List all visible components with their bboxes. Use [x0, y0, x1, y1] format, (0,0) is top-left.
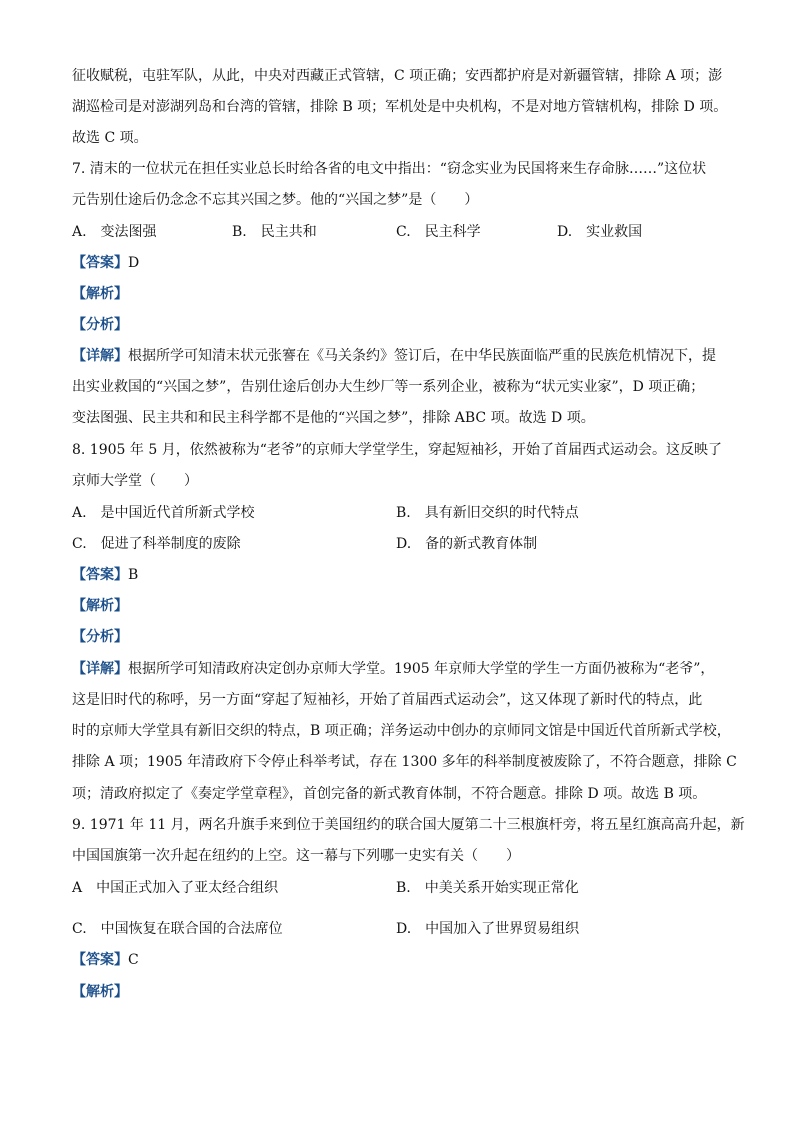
- option-a: A. 变法图强: [72, 224, 157, 240]
- analysis-tag: [72, 596, 128, 616]
- text-line: 故选 C 项。: [72, 130, 148, 146]
- option-c: C. 民主科学: [396, 224, 481, 240]
- text-line: 征收赋税，屯驻军队，从此，中央对西藏正式管辖，C 项正确；安西都护府是对新疆管辖，排除 A 项；澎: [72, 68, 723, 84]
- detail-line: [72, 346, 716, 366]
- jiexi-tag: 【解析】: [72, 286, 128, 302]
- detail-text: 时的京师大学堂具有新旧交织的特点，B 项正确；洋务运动中创办的京师同文馆是中国近代首所新式学校，: [72, 723, 731, 739]
- analysis-tag: [72, 982, 128, 1002]
- text-line: 湖巡检司是对澎湖列岛和台湾的管辖，排除 B 项；军机处是中央机构，不是对地方管辖机构，排除 D 项。: [72, 99, 728, 115]
- fenxi-tag: 【分析】: [72, 317, 128, 333]
- option-a: A. 是中国近代首所新式学校: [72, 505, 255, 521]
- question-7-stem: 7. 清末的一位状元在担任实业总长时给各省的电文中指出：“窃念实业为民国将来生存命脉……”这位状: [72, 161, 707, 177]
- question-9-stem: 9. 1971 年 11 月，两名升旗手来到位于美国纽约的联合国大厦第二十三根旗杆旁，将五星红旗高高升起，新: [72, 817, 745, 833]
- answer-tag: 【答案】: [72, 952, 128, 968]
- option-d: D. 实业救国: [557, 224, 643, 240]
- jiexi-tag: 【解析】: [72, 984, 128, 1000]
- option-c: C. 中国恢复在联合国的合法席位: [72, 921, 283, 937]
- detail-text: 项；清政府拟定了《奏定学堂章程》，首创完备的新式教育体制，不符合题意。排除 D 项。故选 B 项。: [72, 786, 707, 802]
- question-9-stem: 中国国旗第一次升起在纽约的上空。这一幕与下列哪一史实有关（ ）: [72, 848, 520, 864]
- detail-text: 这是旧时代的称呼，另一方面“穿起了短袖衫，开始了首届西式运动会”，这又体现了新时代的特点，此: [72, 692, 703, 708]
- option-b: B. 中美关系开始实现正常化: [396, 880, 579, 896]
- analysis-tag: [72, 284, 128, 304]
- question-8-stem: 京师大学堂（ ）: [72, 473, 198, 489]
- answer-line: [72, 253, 139, 273]
- detail-text: 排除 A 项；1905 年清政府下令停止科举考试，存在 1300 多年的科举制度被废除了，不符合题意，排除 C: [72, 754, 737, 770]
- option-c: C. 促进了科举制度的废除: [72, 536, 241, 552]
- option-b: B. 具有新旧交织的时代特点: [396, 505, 579, 521]
- detail-tag: 【详解】: [72, 348, 128, 364]
- question-8-stem: 8. 1905 年 5 月，依然被称为“老爷”的京师大学堂学生，穿起短袖衫，开始了首届西式运动会。这反映了: [72, 442, 723, 458]
- fenxi-line: [72, 315, 128, 335]
- detail-text: 出实业救国的“兴国之梦”，告别仕途后创办大生纱厂等一系列企业，被称为“状元实业家”，D 项正确；: [72, 379, 705, 395]
- answer-value: B: [128, 567, 139, 583]
- jiexi-tag: 【解析】: [72, 598, 128, 614]
- detail-text: 根据所学可知清政府决定创办京师大学堂。1905 年京师大学堂的学生一方面仍被称为“老爷”，: [128, 661, 715, 677]
- fenxi-line: [72, 627, 128, 647]
- fenxi-tag: 【分析】: [72, 629, 128, 645]
- question-7-stem: 元告别仕途后仍念念不忘其兴国之梦。他的“兴国之梦”是（ ）: [72, 192, 479, 208]
- detail-tag: 【详解】: [72, 661, 128, 677]
- detail-text: 根据所学可知清末状元张謇在《马关条约》签订后，在中华民族面临严重的民族危机情况下，提: [128, 348, 716, 364]
- option-b: B. 民主共和: [232, 224, 317, 240]
- answer-line: [72, 565, 138, 585]
- answer-line: [72, 950, 139, 970]
- answer-value: C: [128, 952, 139, 968]
- detail-line: [72, 659, 714, 679]
- answer-tag: 【答案】: [72, 255, 128, 271]
- detail-text: 变法图强、民主共和和民主科学都不是他的“兴国之梦”，排除 ABC 项。故选 D 项。: [72, 410, 595, 426]
- option-a: A 中国正式加入了亚太经合组织: [72, 880, 279, 896]
- answer-value: D: [128, 255, 140, 271]
- option-d: D. 备的新式教育体制: [396, 536, 538, 552]
- option-d: D. 中国加入了世界贸易组织: [396, 921, 580, 937]
- answer-tag: 【答案】: [72, 567, 128, 583]
